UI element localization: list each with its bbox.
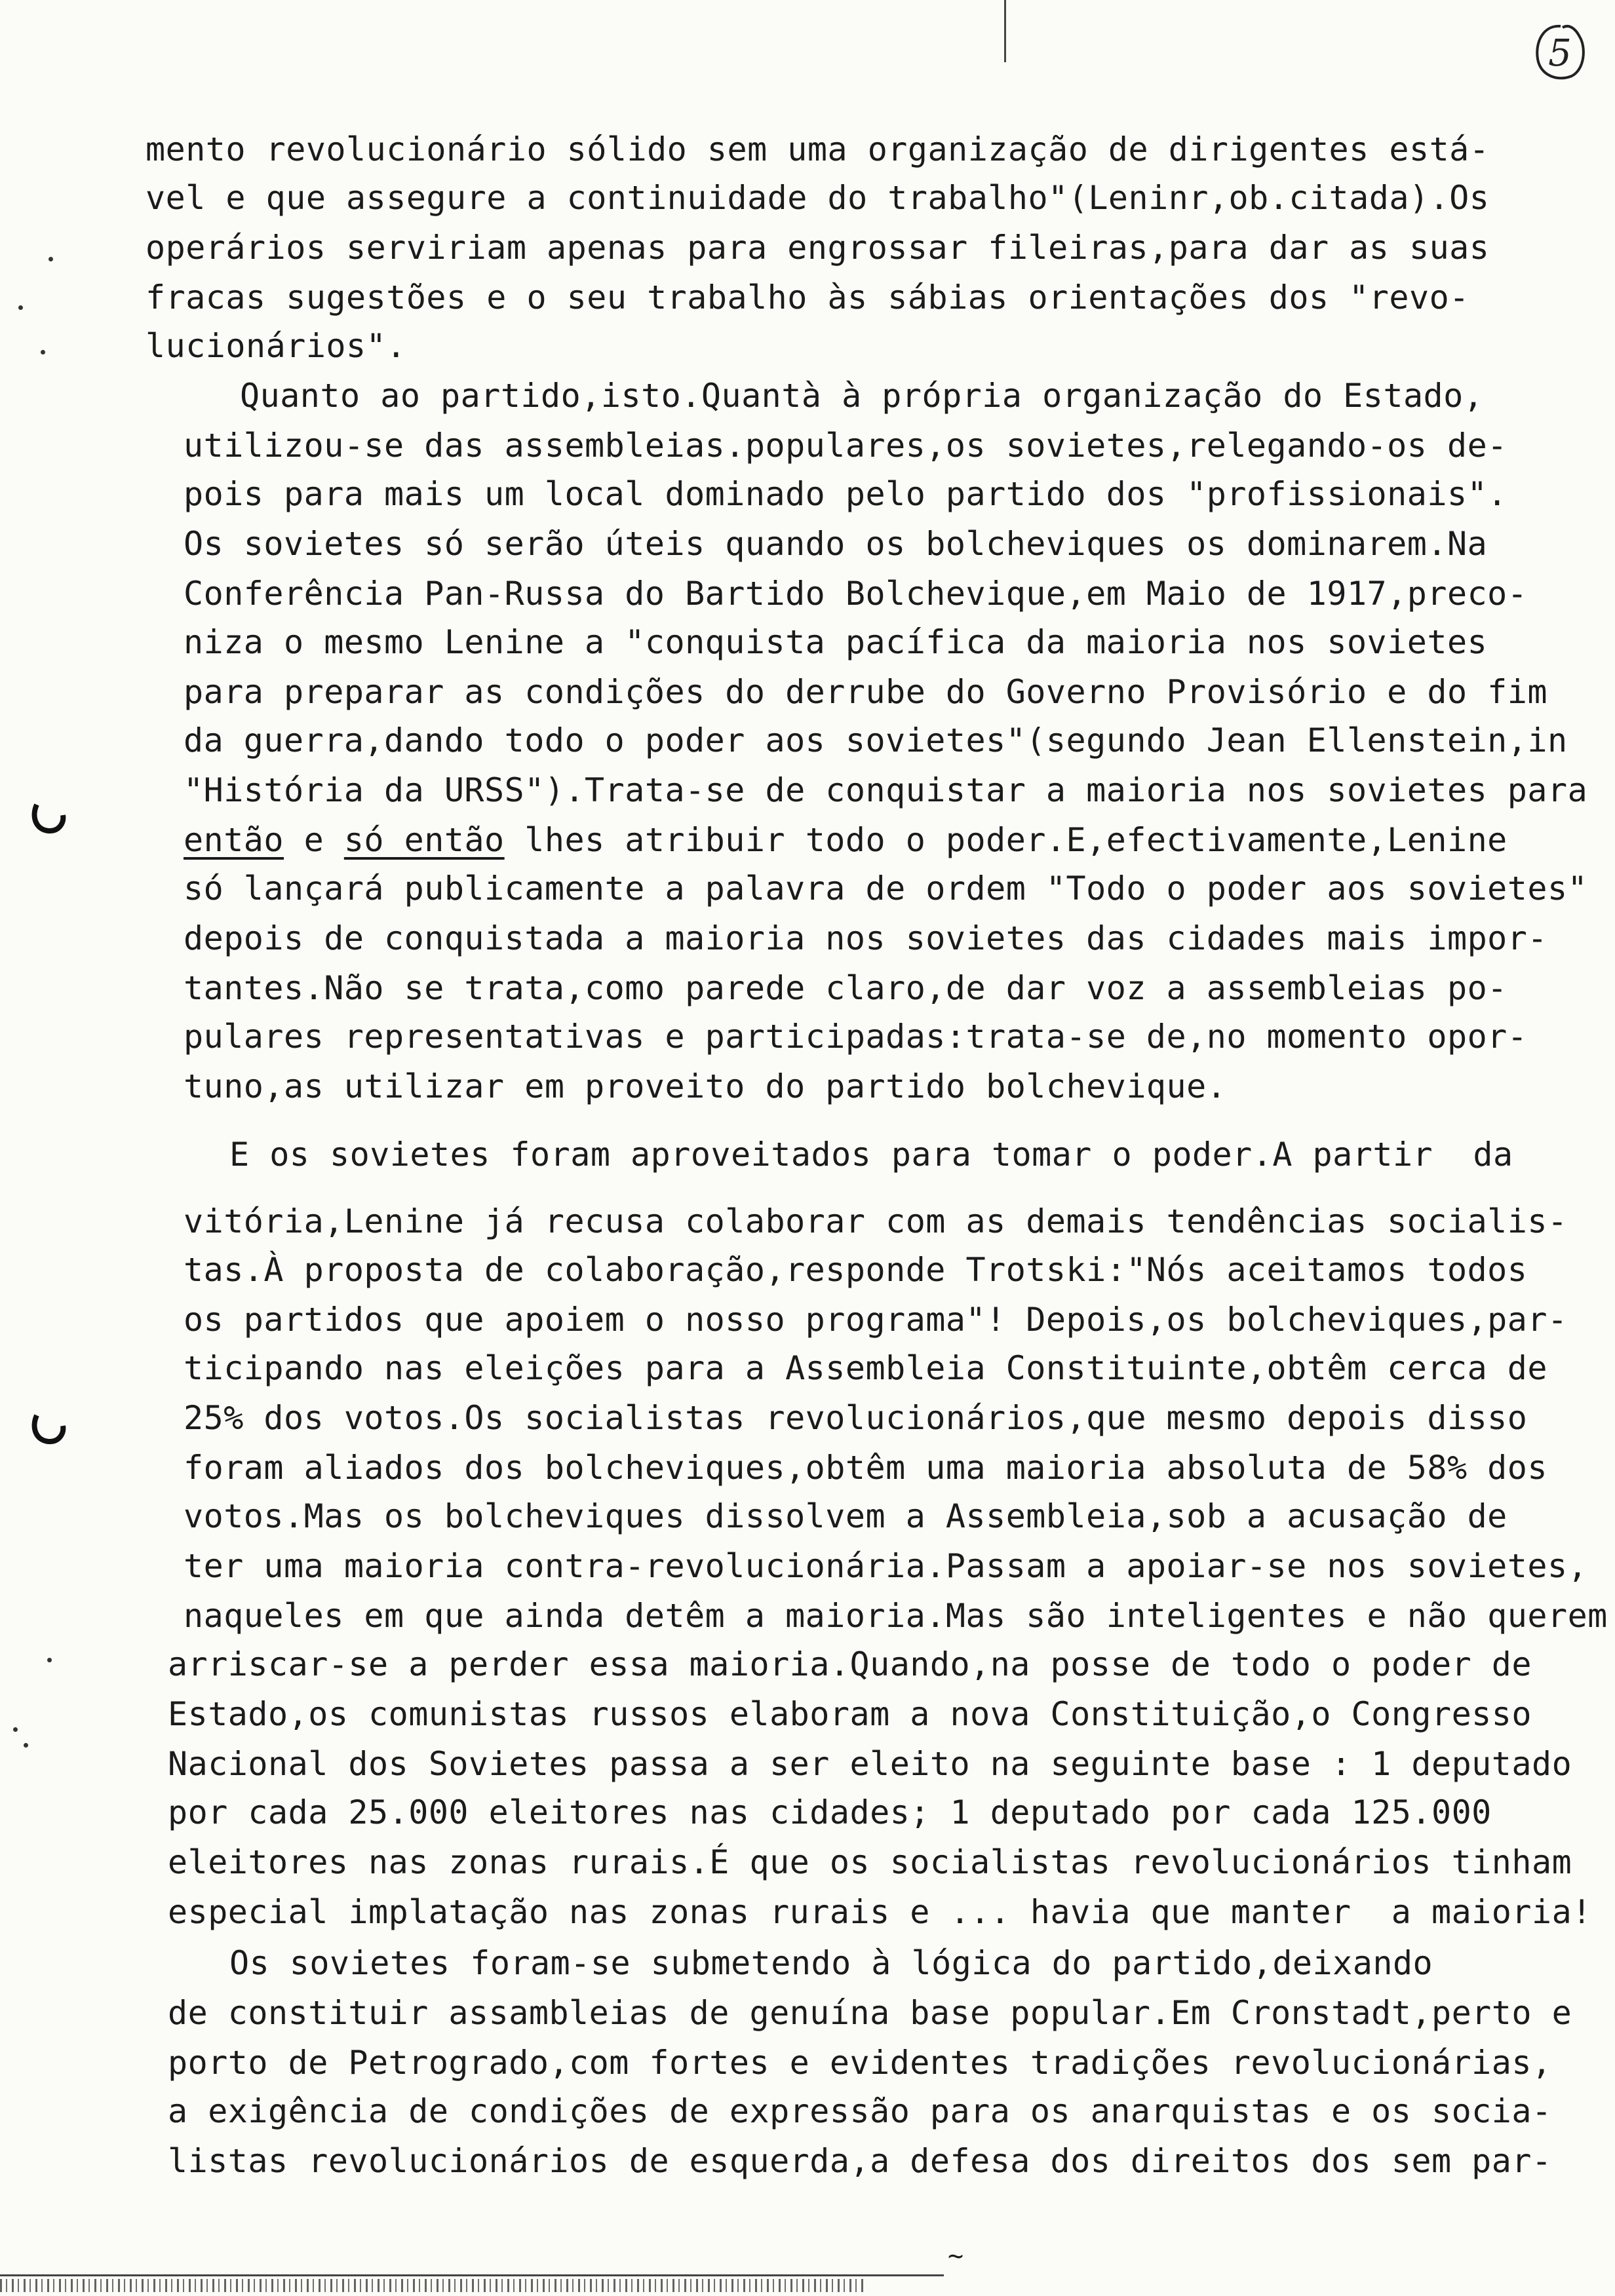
text-line — [184, 820, 1508, 860]
text-line: só lançará publicamente a palavra de ordem "Todo o poder aos sovietes" — [184, 870, 1588, 908]
text-line: foram aliados dos bolcheviques,obtêm uma maioria absoluta de 58% dos — [184, 1449, 1547, 1487]
text-line: Os sovietes só serão úteis quando os bolcheviques os dominarem.Na — [184, 525, 1488, 563]
margin-speck — [49, 257, 53, 261]
text-line: pois para mais um local dominado pelo partido dos "profissionais". — [184, 475, 1508, 513]
text-line: tas.À proposta de colaboração,responde Trotski:"Nós aceitamos todos — [184, 1251, 1528, 1289]
text-line: ter uma maioria contra-revolucionária.Passam a apoiar-se nos sovietes, — [184, 1547, 1588, 1585]
text-line: Quanto ao partido,isto.Quantà à própria organização do Estado, — [240, 377, 1484, 415]
scan-edge-rule — [0, 2274, 944, 2276]
margin-speck — [24, 1743, 28, 1748]
text-line: Nacional dos Sovietes passa a ser eleito na seguinte base : 1 deputado — [168, 1745, 1572, 1783]
punch-hole-mark — [29, 797, 68, 836]
margin-speck — [47, 1658, 52, 1662]
margin-speck — [18, 305, 23, 310]
page-number-text: 5 — [1548, 32, 1572, 75]
text-line: para preparar as condições do derrube do Governo Provisório e do fim — [184, 673, 1547, 711]
text-line: niza o mesmo Lenine a "conquista pacífica da maioria nos sovietes — [184, 623, 1488, 661]
text-line: vitória,Lenine já recusa colaborar com as demais tendências socialis- — [184, 1202, 1568, 1240]
text-line: lucionários". — [146, 327, 406, 365]
text-line: tuno,as utilizar em proveito do partido bolchevique. — [184, 1067, 1227, 1105]
text-line: de constituir assambleias de genuína base popular.Em Cronstadt,perto e — [168, 1994, 1572, 2032]
text-line: mento revolucionário sólido sem uma organização de dirigentes está- — [146, 130, 1490, 168]
text-line: 25% dos votos.Os socialistas revolucionários,que mesmo depois disso — [184, 1399, 1528, 1437]
text-segment: lhes atribuir todo o poder.E,efectivamente,Lenine — [504, 821, 1508, 859]
text-segment: e — [284, 821, 344, 859]
page-number-circle — [1531, 20, 1590, 85]
text-line: listas revolucionários de esquerda,a defesa dos direitos dos sem par- — [168, 2142, 1552, 2180]
text-line: naqueles em que ainda detêm a maioria.Mas são inteligentes e não querem — [184, 1597, 1608, 1635]
text-line: a exigência de condições de expressão para os anarquistas e os socia- — [168, 2092, 1552, 2130]
underlined-text: então — [184, 821, 284, 859]
text-line: depois de conquistada a maioria nos sovietes das cidades mais impor- — [184, 919, 1547, 957]
underlined-text: só então — [343, 821, 505, 859]
text-line: Estado,os comunistas russos elaboram a nova Constituição,o Congresso — [168, 1695, 1532, 1733]
scan-edge-strip — [0, 2279, 865, 2292]
margin-speck — [41, 350, 45, 354]
text-line: especial implatação nas zonas rurais e ... havia que manter a maioria! — [168, 1893, 1592, 1931]
text-line: porto de Petrogrado,com fortes e evidentes tradições revolucionárias, — [168, 2044, 1552, 2082]
punch-hole-mark — [29, 1407, 68, 1447]
text-line: pulares representativas e participadas:trata-se de,no momento opor- — [184, 1018, 1528, 1056]
text-line: fracas sugestões e o seu trabalho às sábias orientações dos "revo- — [146, 278, 1469, 316]
text-line: operários serviriam apenas para engrossar fileiras,para dar as suas — [146, 229, 1490, 267]
margin-speck — [13, 1727, 18, 1732]
text-line: Os sovietes foram-se submetendo à lógica do partido,deixando — [229, 1944, 1433, 1982]
text-line: E os sovietes foram aproveitados para tomar o poder.A partir da — [229, 1136, 1513, 1174]
text-line: tantes.Não se trata,como parede claro,de dar voz a assembleias po- — [184, 969, 1508, 1007]
text-line: vel e que assegure a continuidade do trabalho"(Leninr,ob.citada).Os — [146, 179, 1490, 217]
text-line: por cada 25.000 eleitores nas cidades; 1 deputado por cada 125.000 — [168, 1793, 1492, 1831]
text-line: arriscar-se a perder essa maioria.Quando,na posse de todo o poder de — [168, 1645, 1532, 1683]
text-line: os partidos que apoiem o nosso programa"! Depois,os bolcheviques,par- — [184, 1301, 1568, 1339]
text-line: eleitores nas zonas rurais.É que os socialistas revolucionários tinham — [168, 1843, 1572, 1881]
footer-mark: ~ — [948, 2241, 964, 2271]
text-line: utilizou-se das assembleias.populares,os sovietes,relegando-os de- — [184, 427, 1508, 465]
text-line: ticipando nas eleições para a Assembleia Constituinte,obtêm cerca de — [184, 1349, 1547, 1387]
text-line: Conferência Pan-Russa do Bartido Bolchevique,em Maio de 1917,preco- — [184, 575, 1528, 613]
text-line: da guerra,dando todo o poder aos sovietes"(segundo Jean Ellenstein,in — [184, 721, 1568, 759]
page-number — [1531, 20, 1590, 85]
text-line: votos.Mas os bolcheviques dissolvem a Assembleia,sob a acusação de — [184, 1497, 1508, 1535]
fold-mark — [1004, 0, 1006, 62]
text-line: "História da URSS").Trata-se de conquistar a maioria nos sovietes para — [184, 771, 1588, 809]
